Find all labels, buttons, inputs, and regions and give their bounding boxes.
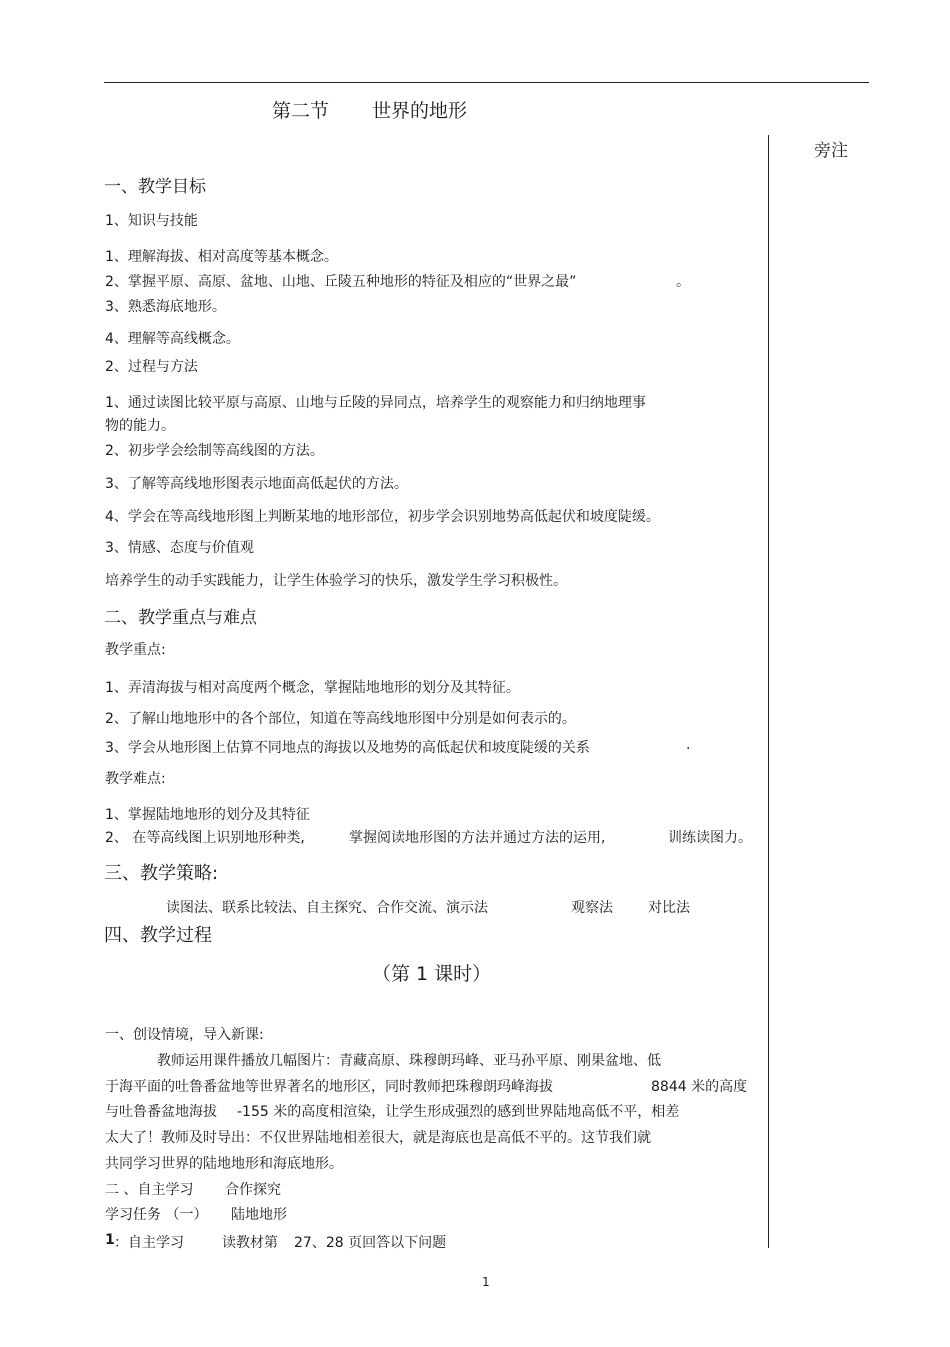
objective-text: 3、熟悉海底地形。	[105, 299, 226, 315]
difficulty-text: 训练读图力。	[668, 830, 752, 846]
objective-text: 2、初步学会绘制等高线图的方法。	[105, 443, 324, 459]
process-text: 合作探究	[225, 1182, 281, 1198]
process-text: 共同学习世界的陆地地形和海底地形。	[105, 1156, 343, 1172]
subheading-knowledge: 1、知识与技能	[105, 213, 198, 229]
difficulty-text: 掌握阅读地形图的方法并通过方法的运用,	[349, 830, 606, 846]
heading-process: 四、教学过程	[104, 925, 212, 946]
objective-text: 培养学生的动手实践能力，让学生体验学习的快乐，激发学生学习积极性。	[105, 573, 567, 589]
process-text: 太大了！教师及时导出：不仅世界陆地相差很大，就是海底也是高低不平的。这节我们就	[105, 1130, 651, 1146]
top-rule	[104, 82, 869, 83]
process-text: 读教材第	[222, 1235, 278, 1251]
objective-text: 1、通过读图比较平原与高原、山地与丘陵的异同点，培养学生的观察能力和归纳地理事	[105, 395, 646, 411]
key-point-text: 2、了解山地地形中的各个部位，知道在等高线地形图中分别是如何表示的。	[105, 711, 576, 727]
difficulty-text: 2、 在等高线图上识别地形种类,	[105, 830, 305, 846]
process-text: 与吐鲁番盆地海拔	[105, 1104, 217, 1120]
objective-text: 4、理解等高线概念。	[105, 331, 240, 347]
strategy-text: 读图法、联系比较法、自主探究、合作交流、演示法	[166, 900, 488, 916]
process-text: ：自主学习	[114, 1235, 184, 1251]
label-difficulties: 教学难点:	[105, 771, 166, 787]
subheading-attitude: 3、情感、态度与价值观	[105, 540, 254, 556]
process-text: 8844 米的高度	[651, 1079, 748, 1095]
heading-key-points: 二、教学重点与难点	[104, 608, 257, 628]
process-text: 1	[105, 1232, 115, 1248]
objective-text: 2、掌握平原、高原、盆地、山地、丘陵五种地形的特征及相应的“世界之最”	[105, 274, 577, 290]
process-text: 于海平面的吐鲁番盆地等世界著名的地形区，同时教师把珠穆朗玛峰海拔	[105, 1079, 553, 1095]
difficulty-text: 1、掌握陆地地形的划分及其特征	[105, 807, 310, 823]
process-text: 一、创设情境，导入新课:	[105, 1027, 264, 1043]
objective-text: 物的能力。	[105, 418, 175, 434]
subheading-process: 2、过程与方法	[105, 359, 198, 375]
page-title: 世界的地形	[372, 100, 468, 122]
process-text: 学习任务 （一）	[105, 1207, 208, 1223]
strategy-text: 观察法	[571, 900, 613, 916]
lesson-number: （第 1 课时）	[372, 963, 492, 985]
side-note-label: 旁注	[814, 141, 848, 161]
margin-divider	[768, 135, 769, 1248]
label-key-points: 教学重点:	[105, 642, 166, 658]
key-point-text: 1、弄清海拔与相对高度两个概念，掌握陆地地形的划分及其特征。	[105, 680, 520, 696]
process-text: 教师运用课件播放几幅图片：青藏高原、珠穆朗玛峰、亚马孙平原、刚果盆地、低	[157, 1053, 661, 1069]
page-number: 1	[482, 1275, 490, 1289]
process-text: 陆地地形	[231, 1207, 287, 1223]
objective-text: 4、学会在等高线地形图上判断某地的地形部位，初步学会识别地势高低起伏和坡度陡缓。	[105, 509, 660, 525]
key-point-text: 3、学会从地形图上估算不同地点的海拔以及地势的高低起伏和坡度陡缓的关系	[105, 740, 590, 756]
objective-text: 1、理解海拔、相对高度等基本概念。	[105, 249, 338, 265]
heading-strategy: 三、教学策略:	[104, 863, 219, 884]
key-point-text: .	[686, 737, 691, 753]
heading-objectives: 一、教学目标	[104, 177, 206, 197]
strategy-text: 对比法	[648, 900, 690, 916]
process-text: -155 米的高度相渲染，让学生形成强烈的感到世界陆地高低不平，相差	[237, 1104, 680, 1120]
objective-text: 3、了解等高线地形图表示地面高低起伏的方法。	[105, 476, 408, 492]
process-text: 27、28 页回答以下问题	[294, 1235, 447, 1251]
process-text: 二 、自主学习	[105, 1182, 194, 1198]
objective-text: 。	[676, 274, 690, 290]
section-number: 第二节	[272, 100, 330, 122]
